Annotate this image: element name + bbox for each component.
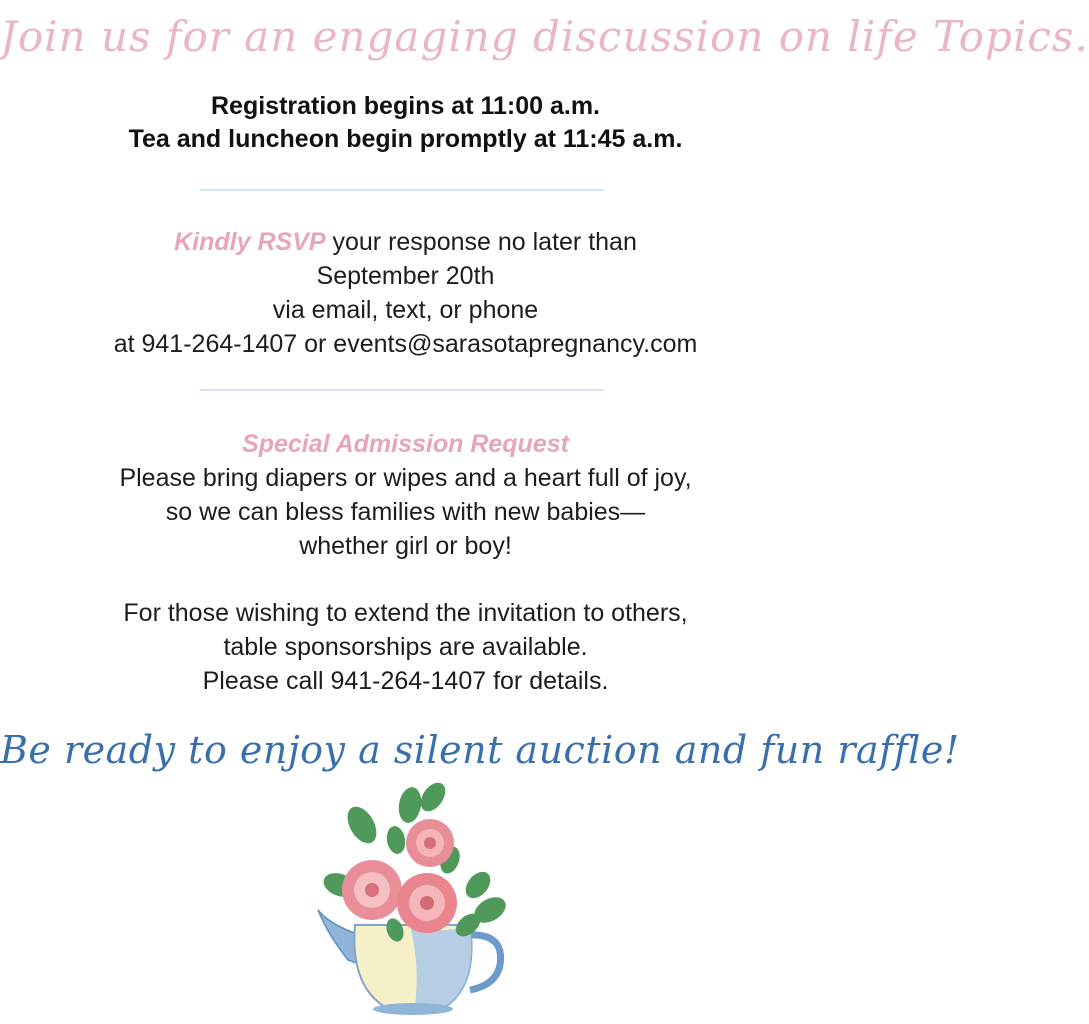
teapot-roses-icon [300, 785, 515, 1020]
rsvp-highlight: Kindly RSVP [174, 228, 326, 256]
sponsorship-line-1: For those wishing to extend the invitation to others, [123, 599, 688, 627]
admission-block [0, 427, 811, 563]
rsvp-line-1 [0, 225, 811, 259]
sponsorship-block [0, 596, 811, 698]
admission-line-2: so we can bless families with new babies— [165, 498, 646, 526]
rsvp-contact: at 941-264-1407 or events@sarasotapregnancy.com [113, 330, 698, 358]
sponsorship-line-3: Please call 941-264-1407 for details. [202, 667, 609, 695]
registration-block [0, 90, 811, 156]
footer-script: Be ready to enjoy a silent auction and fun raffle! [0, 728, 960, 772]
luncheon-time: Tea and luncheon begin promptly at 11:45 a.m. [128, 125, 683, 153]
admission-line-1: Please bring diapers or wipes and a heart full of joy, [119, 464, 692, 492]
rsvp-methods: via email, text, or phone [272, 296, 539, 324]
admission-heading: Special Admission Request [242, 430, 569, 458]
rsvp-block [0, 225, 811, 361]
header-script: Join us for an engaging discussion on life Topics. [0, 12, 1089, 61]
sponsorship-line-2: table sponsorships are available. [223, 633, 588, 661]
rsvp-date: September 20th [316, 262, 495, 290]
rsvp-line-1-rest: your response no later than [325, 228, 637, 256]
admission-line-3: whether girl or boy! [299, 532, 512, 560]
registration-time: Registration begins at 11:00 a.m. [210, 92, 600, 120]
divider-1 [200, 189, 604, 191]
divider-2 [200, 389, 604, 391]
